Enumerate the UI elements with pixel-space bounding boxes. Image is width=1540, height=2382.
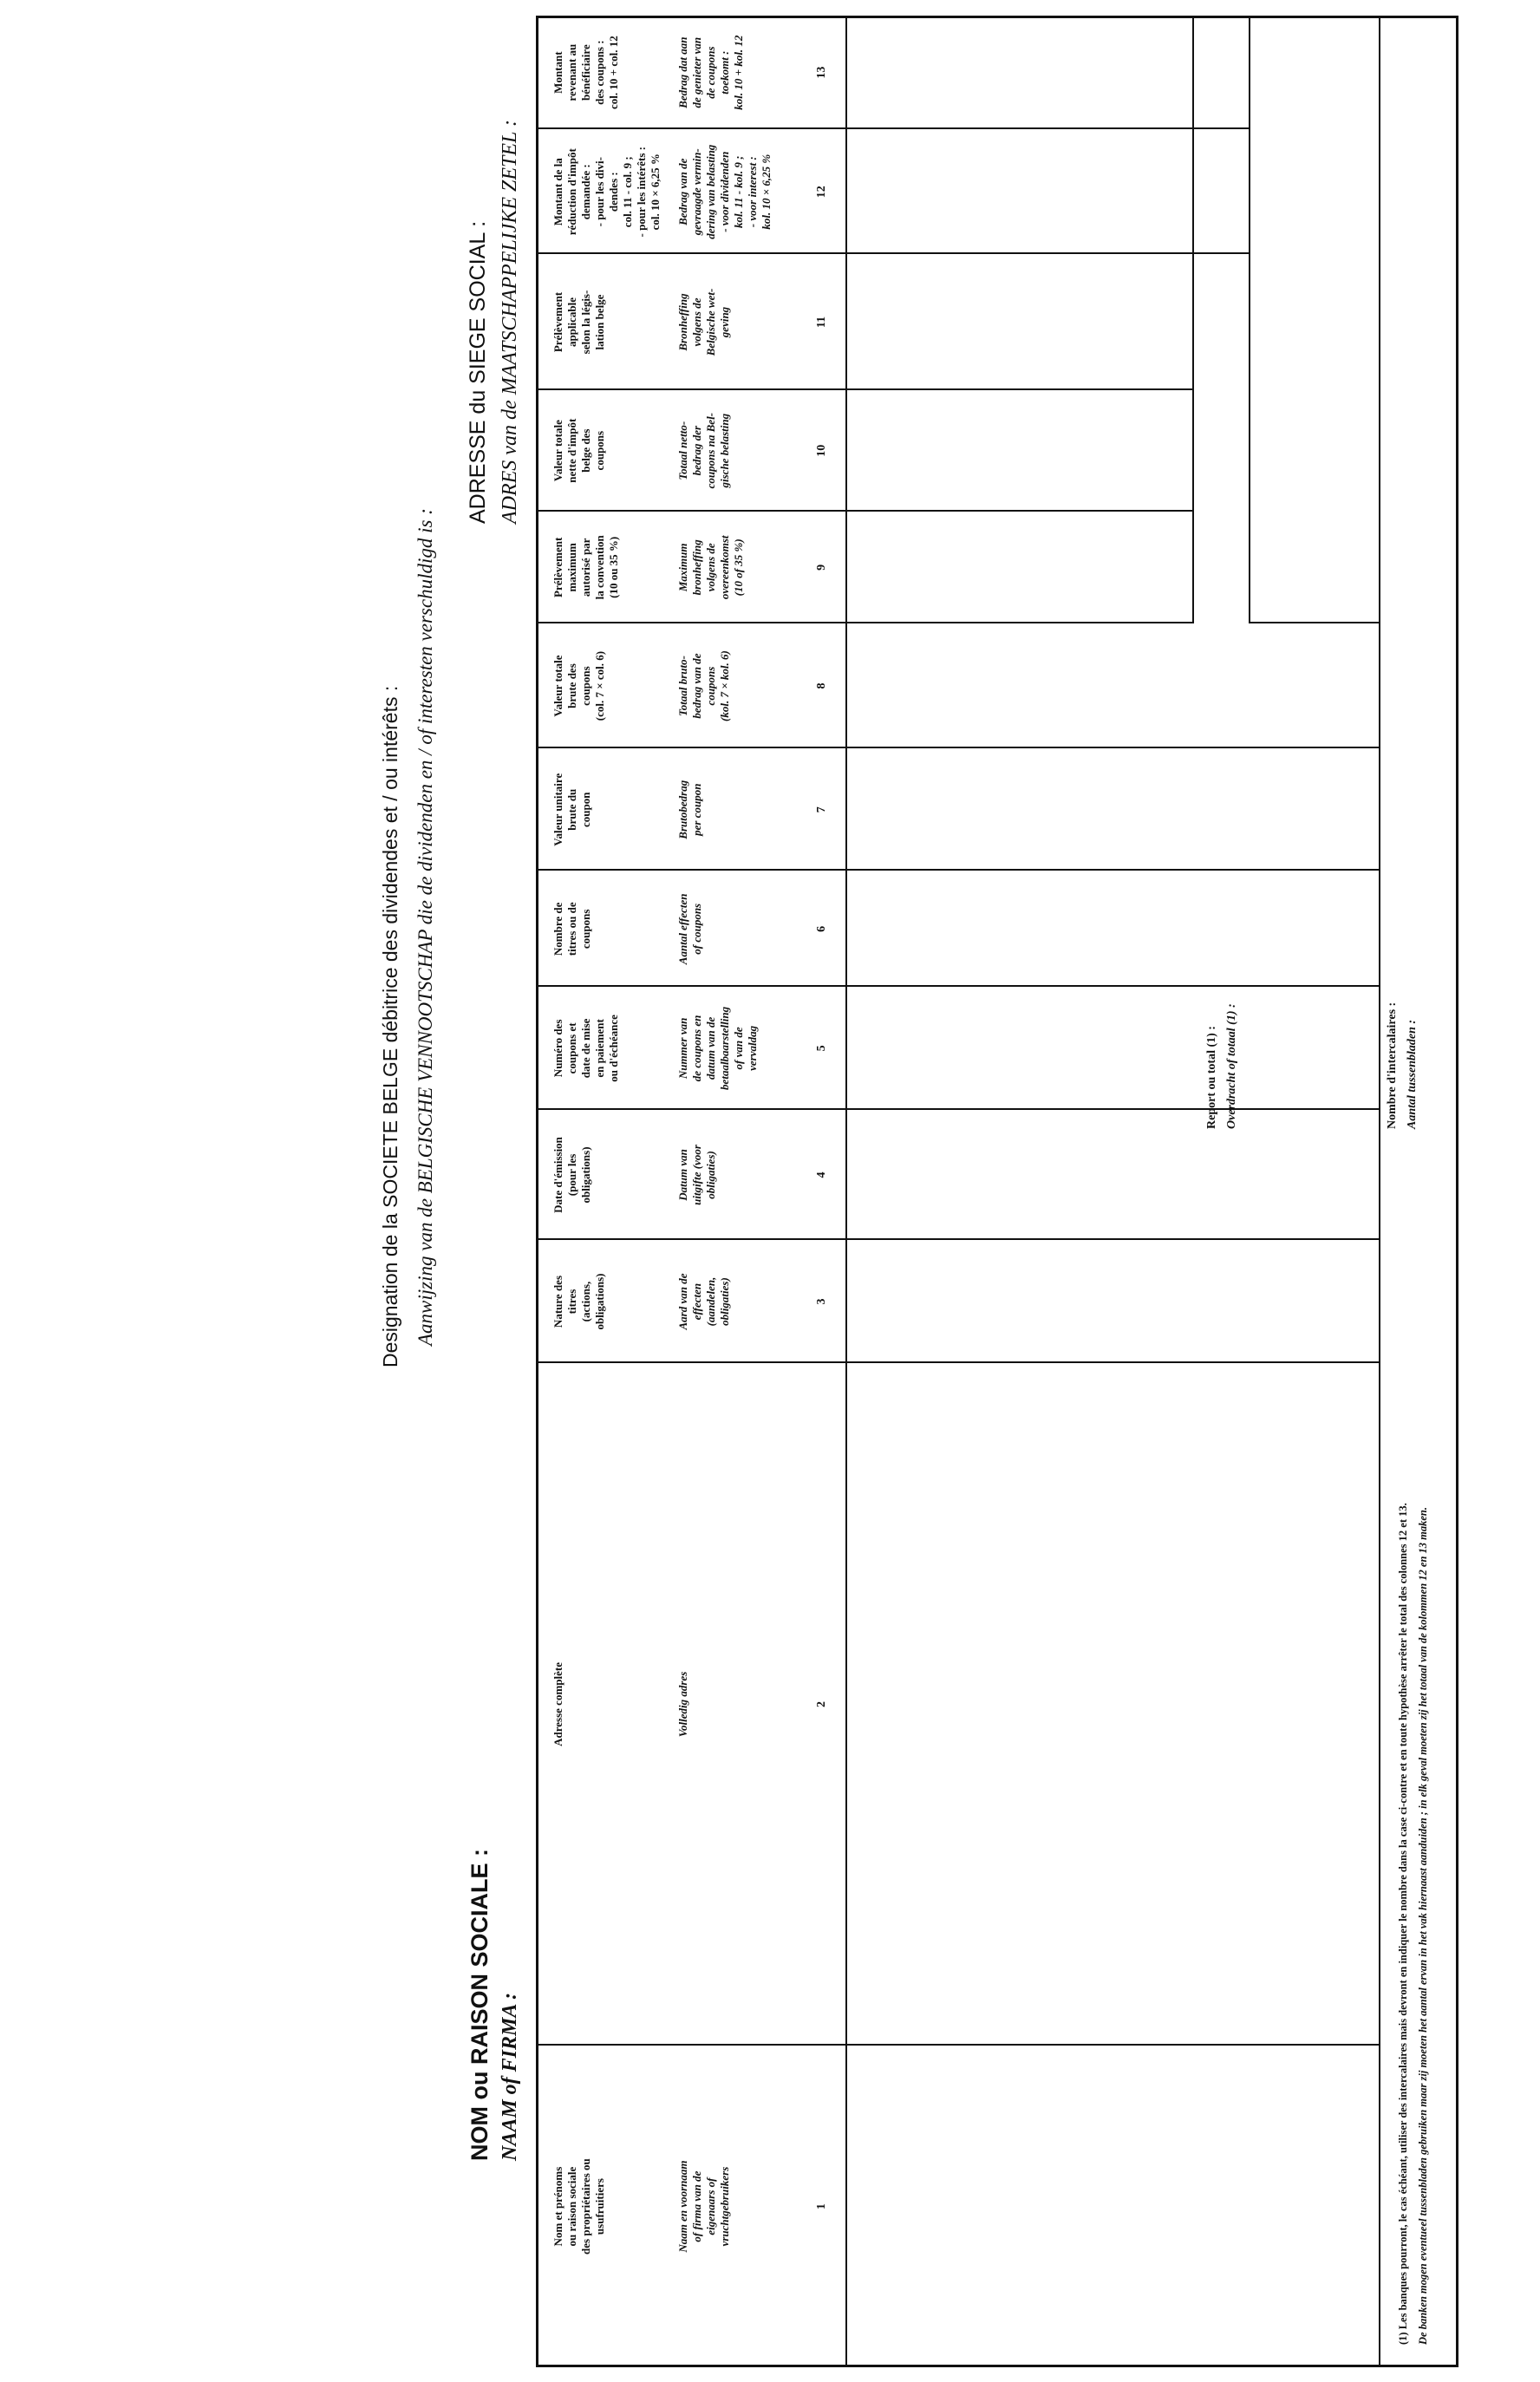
- column-number-11: 11: [815, 316, 828, 329]
- column-number-7: 7: [815, 806, 828, 813]
- column-header-line: de coupons en: [690, 1015, 703, 1082]
- registered-address-label-nl: ADRES van de MAATSCHAPPELIJKE ZETEL :: [499, 120, 521, 524]
- column-header-line: (10 ou 35 %): [607, 536, 620, 598]
- column-header-line: réduction d'impôt: [565, 148, 578, 236]
- report-row-bottom-rule: [1249, 16, 1250, 623]
- column-header-line: dering van belasting: [704, 144, 717, 239]
- column-header-line: gevraagde vermin-: [690, 148, 703, 236]
- intercalaires-count-label-fr: Nombre d'intercalaires :: [1386, 1002, 1399, 1129]
- column-divider: [536, 388, 1192, 390]
- column-header-line: coupons: [579, 909, 592, 950]
- column-header-line: Nom et prénoms: [551, 2166, 564, 2247]
- column-header-nl-9: [676, 512, 746, 624]
- column-number-5: 5: [815, 1045, 828, 1052]
- column-header-line: Aard van de: [676, 1273, 689, 1330]
- column-header-line: uitgifte (voor: [690, 1145, 703, 1205]
- column-header-fr-7: [551, 748, 593, 871]
- intercalaires-count-label-nl: Aantal tussenbladen :: [1406, 1019, 1419, 1129]
- column-header-line: of van de: [732, 1027, 745, 1070]
- footnote-rule: [1379, 16, 1380, 2367]
- column-header-line: maximum: [565, 543, 578, 592]
- column-number-8: 8: [815, 682, 828, 689]
- column-header-line: coupons: [579, 666, 592, 706]
- column-header-nl-3: [676, 1240, 732, 1362]
- column-header-line: Numéro des: [551, 1019, 564, 1078]
- column-number-12: 12: [815, 186, 828, 199]
- column-header-line: selon la légis-: [579, 290, 592, 355]
- report-box-left-rule: [1249, 622, 1379, 623]
- column-number-6: 6: [815, 925, 828, 932]
- column-header-line: Nummer van: [676, 1017, 689, 1080]
- column-divider: [536, 510, 1192, 512]
- column-header-nl-2: [676, 1363, 690, 2046]
- report-divider: [1192, 252, 1249, 254]
- column-header-line: usufruitiers: [593, 2178, 606, 2235]
- column-header-line: obligaties): [704, 1151, 717, 1199]
- column-header-line: Bedrag dat aan: [676, 36, 689, 108]
- column-header-line: effecten: [690, 1282, 703, 1321]
- column-number-2: 2: [815, 1700, 828, 1707]
- column-header-nl-7: [676, 748, 704, 871]
- column-header-line: (kol. 7 × kol. 6): [718, 650, 731, 721]
- column-header-line: des coupons :: [593, 40, 606, 105]
- report-total-label-nl: Overdracht of totaal (1) :: [1225, 1003, 1238, 1129]
- column-header-line: titres: [565, 1289, 578, 1315]
- report-total-label-fr: Report ou total (1) :: [1205, 1026, 1218, 1129]
- column-header-line: Nature des: [551, 1276, 564, 1328]
- column-header-line: - voor dividenden: [718, 151, 731, 232]
- column-header-line: nette d'impôt: [565, 418, 578, 483]
- column-header-line: (actions,: [579, 1281, 592, 1322]
- column-header-fr-9: [551, 512, 621, 624]
- column-header-fr-12: [551, 129, 662, 254]
- column-divider: [536, 869, 1379, 871]
- column-header-line: kol. 11 - kol. 9 ;: [732, 155, 745, 228]
- column-header-line: coupons: [704, 666, 717, 706]
- column-header-line: toekomt :: [718, 50, 731, 95]
- column-header-line: gische belasting: [718, 413, 731, 488]
- column-divider: [536, 2044, 1379, 2046]
- column-header-nl-1: [676, 2046, 732, 2367]
- column-header-line: dendes :: [607, 172, 620, 212]
- column-header-line: volgens de: [704, 543, 717, 592]
- column-header-line: la convention: [593, 535, 606, 600]
- column-header-line: obligations): [579, 1146, 592, 1204]
- column-header-line: Valeur unitaire: [551, 773, 564, 846]
- column-header-line: obligations): [593, 1273, 606, 1330]
- column-header-fr-10: [551, 390, 607, 512]
- column-header-line: Adresse complète: [551, 1662, 564, 1746]
- column-header-line: (pour les: [565, 1153, 578, 1197]
- column-header-line: Montant: [551, 51, 564, 94]
- column-header-nl-10: [676, 390, 732, 512]
- column-header-line: bronheffing: [690, 539, 703, 596]
- column-header-line: lation belge: [593, 294, 606, 350]
- company-name-label-nl: NAAM of FIRMA :: [499, 1992, 521, 2161]
- column-header-nl-6: [676, 871, 704, 987]
- column-divider: [536, 1238, 1379, 1240]
- column-header-line: ou raison sociale: [565, 2166, 578, 2247]
- report-divider: [1192, 127, 1249, 129]
- column-header-line: (10 of 35 %): [732, 538, 745, 597]
- designation-heading-fr: Designation de la SOCIETE BELGE débitrice des dividendes et / ou intérêts :: [379, 685, 401, 1367]
- column-header-line: Datum van: [676, 1149, 689, 1201]
- column-header-line: - pour les intérêts :: [635, 146, 648, 238]
- column-header-line: Montant de la: [551, 158, 564, 226]
- column-header-fr-4: [551, 1110, 593, 1241]
- footnote-fr: (1) Les banques pourront, le cas échéant, utiliser des intercalaires mais devront en indiquer le nombre dans la case ci-contre et en toute hypothèse arrêter le total des colonnes 12 et 13.: [1397, 1503, 1409, 2345]
- column-header-line: eigenaars of: [704, 2177, 717, 2235]
- column-header-line: coupon: [579, 792, 592, 827]
- column-header-line: overeenkomst: [718, 535, 731, 600]
- column-header-line: demandée :: [579, 164, 592, 220]
- column-header-line: coupons: [593, 430, 606, 471]
- column-header-line: Maximum: [676, 543, 689, 592]
- column-header-line: Bedrag van de: [676, 158, 689, 225]
- column-header-line: bedrag van de: [690, 653, 703, 719]
- column-header-line: of firma van de: [690, 2170, 703, 2242]
- column-header-nl-4: [676, 1110, 718, 1241]
- column-header-fr-2: [551, 1363, 565, 2046]
- column-header-line: Nombre de: [551, 902, 564, 956]
- column-header-line: Bronheffing: [676, 293, 689, 351]
- column-header-line: coupons na Bel-: [704, 412, 717, 489]
- header-bottom-rule: [845, 16, 847, 2367]
- column-header-line: coupons et: [565, 1022, 578, 1074]
- column-header-line: de coupons: [704, 46, 717, 99]
- column-header-line: Prélèvement: [551, 291, 564, 353]
- column-header-nl-12: [676, 129, 773, 254]
- column-header-line: Brutobedrag: [676, 780, 689, 839]
- company-name-label-fr: NOM ou RAISON SOCIALE :: [467, 1849, 493, 2161]
- column-header-line: (aandelen,: [704, 1276, 717, 1327]
- column-header-line: per coupon: [690, 783, 703, 836]
- column-header-line: belge des: [579, 428, 592, 473]
- column-number-4: 4: [815, 1171, 828, 1178]
- column-header-fr-5: [551, 987, 621, 1109]
- column-header-line: Aantal effecten: [676, 893, 689, 965]
- column-header-nl-11: [676, 254, 732, 390]
- column-header-line: titres ou de: [565, 902, 578, 956]
- registered-address-label-fr: ADRESSE du SIEGE SOCIAL :: [466, 220, 490, 524]
- column-header-line: Date d'émission: [551, 1137, 564, 1213]
- column-header-line: bedrag der: [690, 425, 703, 476]
- column-header-line: ou d'échéance: [607, 1015, 620, 1082]
- column-header-line: (col. 7 × col. 6): [593, 650, 606, 721]
- column-header-line: vruchtgebruikers: [718, 2166, 731, 2247]
- column-header-line: de genieter van: [690, 36, 703, 108]
- column-header-line: Belgische wet-: [704, 288, 717, 356]
- column-divider: [536, 747, 1379, 748]
- column-header-fr-3: [551, 1240, 607, 1362]
- column-header-line: betaalbaarstelling: [718, 1006, 731, 1090]
- column-header-line: vervaldag: [746, 1025, 759, 1071]
- column-header-line: des propriétaires ou: [579, 2158, 592, 2255]
- column-header-fr-13: [551, 16, 621, 129]
- column-number-3: 3: [815, 1298, 828, 1305]
- column-header-fr-6: [551, 871, 593, 987]
- column-header-fr-1: [551, 2046, 607, 2367]
- column-header-line: geving: [718, 306, 731, 338]
- column-number-13: 13: [815, 66, 828, 79]
- column-header-line: obligaties): [718, 1277, 731, 1326]
- column-header-line: revenant au: [565, 43, 578, 101]
- designation-heading-nl: Aanwijzing van de BELGISCHE VENNOOTSCHAP die de dividenden en / of interesten verschuldigd is :: [414, 508, 436, 1346]
- column-number-1: 1: [815, 2203, 828, 2210]
- column-header-line: volgens de: [690, 297, 703, 347]
- column-header-line: Totaal netto-: [676, 421, 689, 480]
- column-header-line: Naam en voornaam: [676, 2160, 689, 2253]
- column-header-nl-5: [676, 987, 760, 1109]
- column-header-line: Valeur totale: [551, 655, 564, 717]
- column-header-line: Volledig adres: [676, 1671, 689, 1738]
- column-header-line: kol. 10 + kol. 12: [732, 35, 745, 110]
- column-header-line: - voor interest :: [746, 156, 759, 228]
- column-divider: [536, 622, 1192, 623]
- column-divider: [536, 985, 1379, 987]
- column-header-line: autorisé par: [579, 538, 592, 597]
- column-header-line: brute du: [565, 788, 578, 831]
- column-header-line: of coupons: [690, 903, 703, 955]
- column-header-line: Prélèvement: [551, 537, 564, 597]
- column-divider: [536, 1361, 1379, 1363]
- report-row-top-rule: [1192, 16, 1194, 623]
- column-number-9: 9: [815, 564, 828, 571]
- column-header-nl-8: [676, 623, 732, 748]
- column-header-line: col. 11 - col. 9 ;: [621, 156, 634, 228]
- column-header-line: Totaal bruto-: [676, 656, 689, 717]
- column-header-line: - pour les divi-: [593, 157, 606, 227]
- column-header-line: kol. 10 × 6,25 %: [760, 153, 773, 230]
- column-header-fr-11: [551, 254, 607, 390]
- column-header-line: date de mise: [579, 1018, 592, 1079]
- footnote-nl: De banken mogen eventueel tussenbladen gebruiken maar zij moeten het aantal ervan in het vak hiernaast aanduiden ; in elk geval moeten zij het totaal van de kolommen 12 en 13 maken.: [1417, 1507, 1429, 2345]
- column-header-line: en paiement: [593, 1019, 606, 1078]
- column-header-line: brute des: [565, 663, 578, 708]
- dividend-coupon-table: [536, 16, 1458, 2367]
- column-header-line: datum van de: [704, 1016, 717, 1080]
- column-header-line: Valeur totale: [551, 420, 564, 482]
- column-number-10: 10: [815, 444, 828, 457]
- column-divider: [536, 1108, 1379, 1110]
- column-header-line: applicable: [565, 297, 578, 348]
- column-header-fr-8: [551, 623, 607, 748]
- column-header-line: col. 10 + col. 12: [607, 36, 620, 109]
- column-header-nl-13: [676, 16, 746, 129]
- column-header-line: col. 10 × 6,25 %: [649, 153, 662, 231]
- column-header-line: bénéficiaire: [579, 44, 592, 101]
